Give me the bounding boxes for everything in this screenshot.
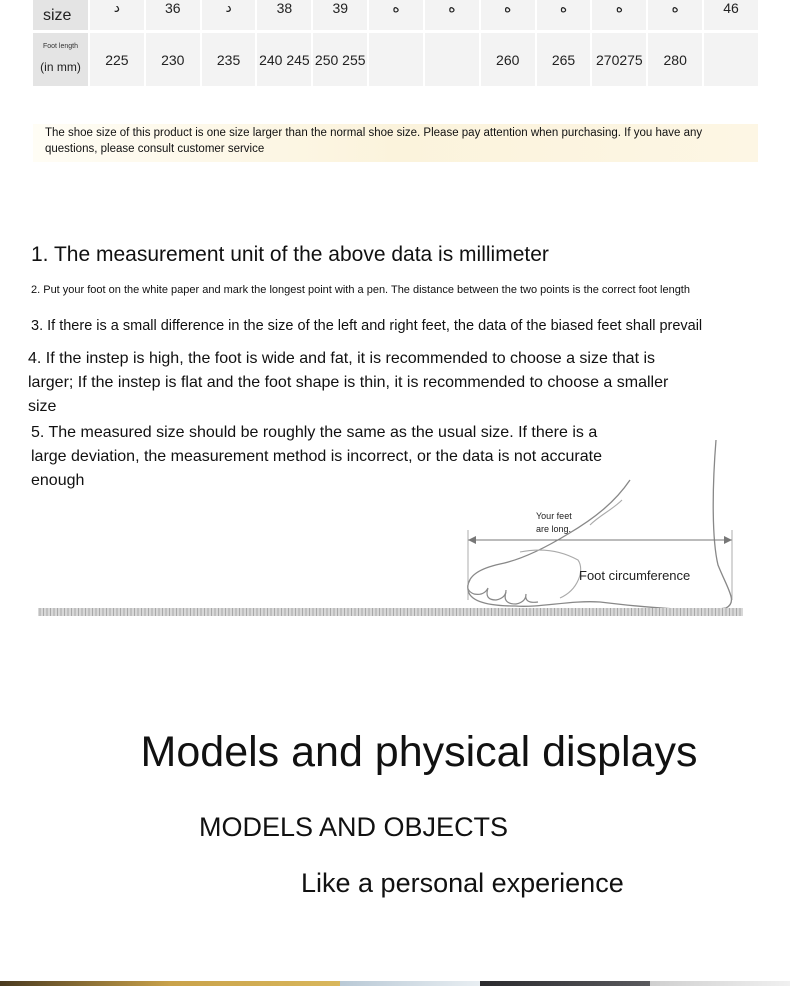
- size-row: [33, 0, 758, 30]
- foot-length-unit: (in mm): [40, 60, 81, 74]
- length-cell: [367, 33, 423, 86]
- size-table: [33, 0, 758, 86]
- size-cell: د: [88, 0, 144, 30]
- foot-length-header-cell: [33, 33, 88, 86]
- size-header-cell: [33, 0, 88, 30]
- foot-measurement-diagram: [0, 430, 790, 640]
- tip-deviation: 5. The measured size should be roughly the same as the usual size. If there is a large deviation, the measurement method is incorrect, or the data is not accurate enough: [31, 424, 602, 489]
- your-feet-label-2: are long.: [536, 524, 572, 534]
- length-cell: 270275: [590, 33, 646, 86]
- foot-length-row: [33, 33, 758, 86]
- length-cell: 280: [646, 33, 702, 86]
- length-cell: 250 255: [311, 33, 367, 86]
- size-cell: ه: [590, 0, 646, 30]
- size-cell: 39: [311, 0, 367, 30]
- foot-outline: [468, 440, 732, 610]
- size-cell: ه: [535, 0, 591, 30]
- size-notice-banner: [33, 124, 758, 162]
- length-cell: 225: [88, 33, 144, 86]
- size-cell: 36: [144, 0, 200, 30]
- size-cell: ه: [423, 0, 479, 30]
- ruler-ticks: [40, 608, 740, 616]
- length-cell: 265: [535, 33, 591, 86]
- size-cell: ه: [479, 0, 535, 30]
- size-header: size: [43, 7, 72, 24]
- your-feet-label-1: Your feet: [536, 511, 572, 521]
- section-subtitle: MODELS AND OBJECTS: [199, 812, 509, 842]
- section-tagline: Like a personal experience: [301, 868, 624, 898]
- foot-length-header: Foot length: [42, 43, 79, 50]
- length-cell: 240 245: [255, 33, 311, 86]
- size-notice-text: The shoe size of this product is one size larger than the normal shoe size. Please pay attention when purchasing. If you have any questions, please consult customer service: [45, 127, 703, 155]
- tip-left-right: 3. If there is a small difference in the size of the left and right feet, the data of the biased feet shall prevail: [31, 318, 703, 334]
- tip-instep: 4. If the instep is high, the foot is wide and fat, it is recommended to choose a size that is larger; If the instep is flat and the foot shape is thin, it is recommended to choose a smaller size: [28, 350, 669, 415]
- size-cell: 38: [255, 0, 311, 30]
- foot-circumference-label: Foot circumference: [579, 568, 691, 583]
- size-cell: ه: [646, 0, 702, 30]
- tip-unit: 1. The measurement unit of the above data is millimeter: [31, 243, 549, 266]
- length-cell: 230: [144, 33, 200, 86]
- length-cell: [423, 33, 479, 86]
- size-cell: 46: [702, 0, 758, 30]
- tip-measure-method: 2. Put your foot on the white paper and mark the longest point with a pen. The distance between the two points is the correct foot length: [31, 284, 690, 296]
- length-cell: 235: [200, 33, 256, 86]
- size-cell: د: [200, 0, 256, 30]
- length-cell: 260: [479, 33, 535, 86]
- size-cell: ه: [367, 0, 423, 30]
- length-cell: [702, 33, 758, 86]
- model-photo-strip: [0, 981, 790, 986]
- section-title: Models and physical displays: [140, 728, 698, 776]
